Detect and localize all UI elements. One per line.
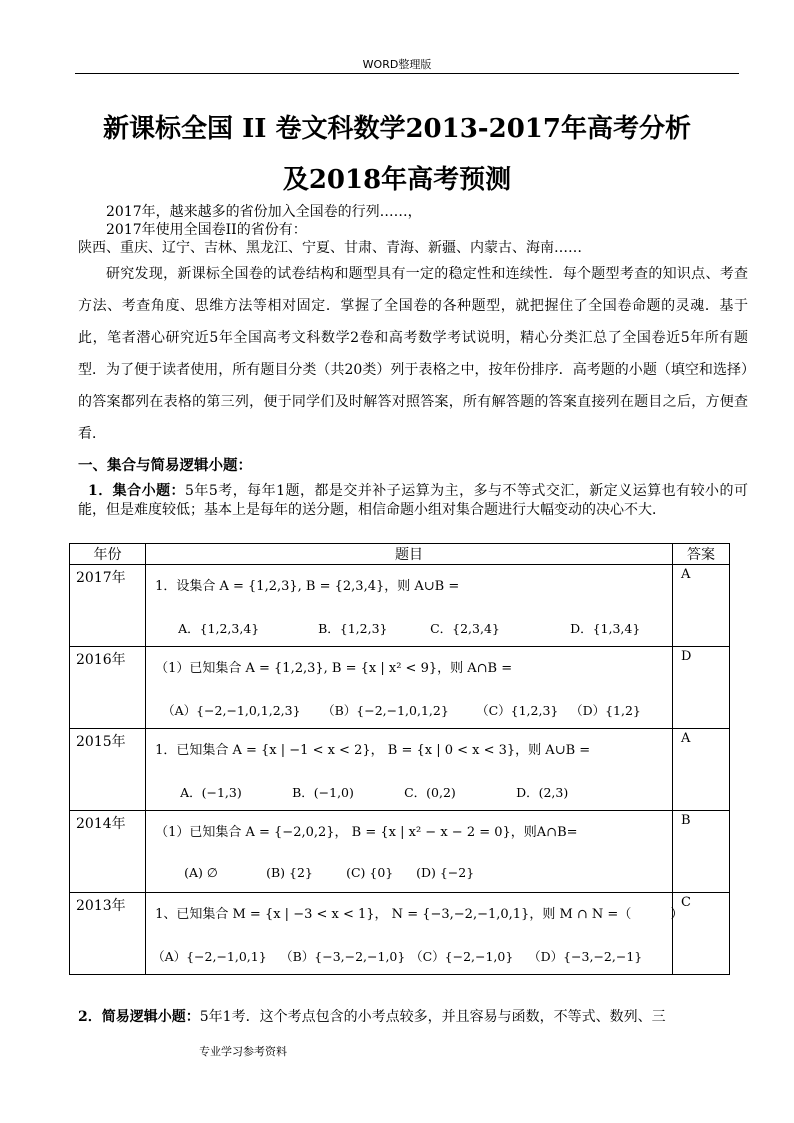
option-a: A．{1,2,3,4} — [178, 621, 260, 636]
row-question-cell — [146, 811, 673, 893]
intro-line3: 陕西、重庆、辽宁、吉林、黑龙江、宁夏、甘肃、青海、新疆、内蒙古、海南…… — [78, 240, 582, 256]
question-table — [69, 543, 730, 975]
row-answer: B — [673, 811, 730, 893]
option-d: （D）{1,2} — [570, 703, 641, 718]
option-d: D．{1,3,4} — [570, 621, 641, 636]
option-b: B．{1,2,3} — [318, 621, 388, 636]
table-row — [70, 811, 730, 893]
intro-line2: 2017年使用全国卷II的省份有： — [106, 222, 307, 238]
row-year: 2016年 — [70, 647, 146, 729]
option-a: （A）{−2,−1,0,1} — [152, 949, 267, 964]
table-row — [70, 647, 730, 729]
row-answer: C — [673, 893, 730, 975]
row-year: 2013年 — [70, 893, 146, 975]
sub1-paragraph — [78, 482, 748, 520]
option-c: C．{2,3,4} — [430, 621, 500, 636]
option-c: （C）{1,2,3} — [476, 703, 559, 718]
option-c: （C）{−2,−1,0} — [410, 949, 514, 964]
option-a: （A）{−2,−1,0,1,2,3} — [162, 703, 301, 718]
row-year: 2014年 — [70, 811, 146, 893]
question-text: 1、已知集合 M = {x | −3 < x < 1}， N = {−3,−2,−1,0,1}，则 M ∩ N =（ ） — [155, 907, 684, 922]
table-row — [70, 729, 730, 811]
row-year: 2017年 — [70, 565, 146, 647]
sub2-text: 5年1考．这个考点包含的小考点较多，并且容易与函数，不等式、数列、三 — [199, 1009, 666, 1025]
row-question-cell — [146, 893, 684, 975]
row-question-cell — [146, 729, 673, 811]
row-year: 2015年 — [70, 729, 146, 811]
option-d: D．(2,3) — [516, 785, 569, 800]
section1-heading: 一、集合与简易逻辑小题： — [78, 457, 252, 474]
header-divider — [75, 73, 739, 74]
question-text: 1．设集合 A = {1,2,3}, B = {2,3,4}，则 A∪B = — [155, 579, 460, 594]
option-a: A．(−1,3) — [180, 785, 242, 800]
doc-title-line1: 新课标全国 II 卷文科数学2013-2017年高考分析 — [103, 114, 691, 144]
option-b: (B) {2} — [266, 865, 313, 880]
option-b: （B）{−3,−2,−1,0} — [280, 949, 406, 964]
sub2-paragraph — [78, 1006, 666, 1026]
question-text: 1．已知集合 A = {x | −1 < x < 2}， B = {x | 0 < x < 3}，则 A∪B = — [155, 743, 591, 758]
row-question-cell — [146, 647, 673, 729]
header-question: 题目 — [146, 544, 673, 565]
page-header: WORD整理版 — [362, 58, 432, 71]
header-answer: 答案 — [673, 544, 730, 565]
table-row — [70, 893, 730, 975]
sub1-label: 1．集合小题： — [88, 483, 186, 499]
option-b: B．(−1,0) — [292, 785, 354, 800]
page-footer: 专业学习参考资料 — [199, 1045, 287, 1058]
question-text: （1）已知集合 A = {−2,0,2}， B = {x | x² − x − 2 = 0}，则A∩B= — [155, 825, 578, 840]
sub2-label: 2．简易逻辑小题： — [78, 1009, 200, 1025]
sub1-text: 5年5考，每年1题，都是交并补子运算为主，多与不等式交汇，新定义运算也有较小的可能，但是难度较低；基本上是每年的送分题，相信命题小组对集合题进行大幅变动的决心不大． — [78, 483, 748, 518]
table-header-row — [70, 544, 730, 565]
row-answer: A — [673, 729, 730, 811]
header-year: 年份 — [70, 544, 146, 565]
option-d: （D）{−3,−2,−1} — [528, 949, 643, 964]
row-answer: A — [673, 565, 730, 647]
intro-paragraph: 研究发现，新课标全国卷的试卷结构和题型具有一定的稳定性和连续性．每个题型考查的知识点、考查方法、考查角度、思维方法等相对固定．掌握了全国卷的各种题型，就把握住了全国卷命题的灵魂．基于此，笔者潜心研究近5年全国高考文科数学2卷和高考数学考试说明，精心分类汇总了全国卷近5年所有题型．为了便于读者使用，所有题目分类（共20类）列于表格之中，按年份排序．高考题的小题（填空和选择）的答案都列在表格的第三列，便于同学们及时解答对照答案，所有解答题的答案直接列在题目之后，方便查看． — [78, 266, 748, 442]
row-answer: D — [673, 647, 730, 729]
table-row — [70, 565, 730, 647]
option-a: (A) ∅ — [184, 865, 218, 880]
row-question-cell — [146, 565, 673, 647]
option-c: C．(0,2) — [404, 785, 456, 800]
option-b: （B）{−2,−1,0,1,2} — [322, 703, 449, 718]
doc-title-line2: 及2018年高考预测 — [282, 165, 512, 195]
question-text: （1）已知集合 A = {1,2,3}, B = {x | x² < 9}，则 A∩B = — [155, 661, 513, 676]
option-d: (D) {−2} — [416, 865, 475, 880]
option-c: (C) {0} — [346, 865, 394, 880]
intro-line1: 2017年，越来越多的省份加入全国卷的行列……， — [106, 204, 422, 220]
